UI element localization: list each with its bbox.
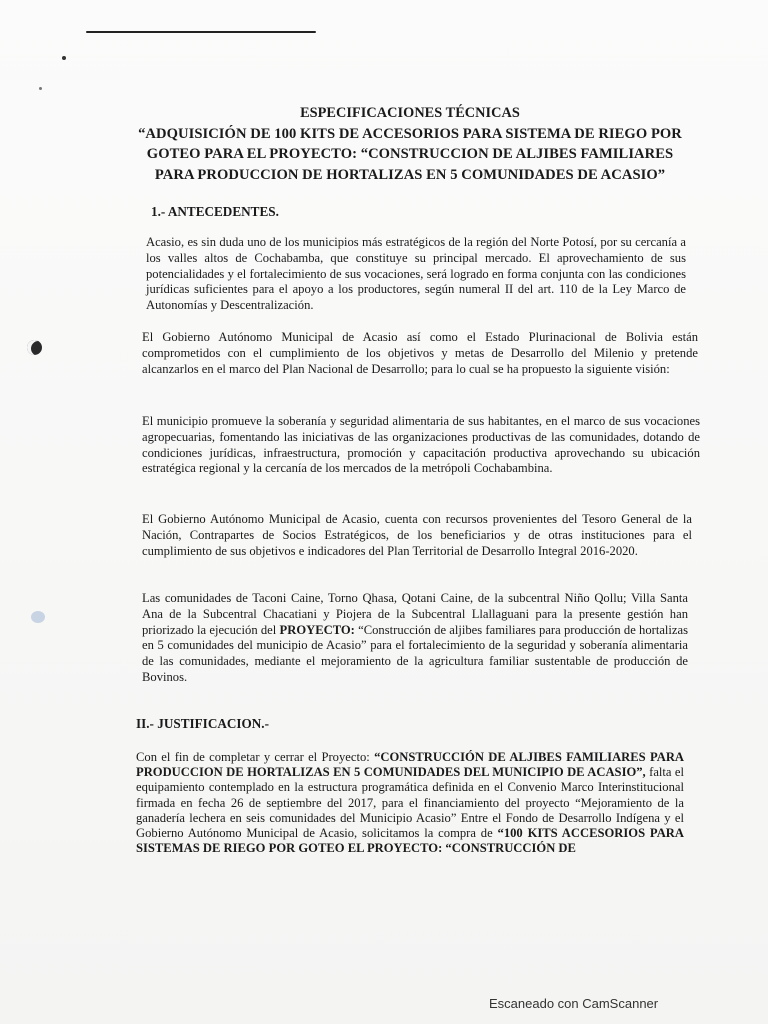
paragraph-4: El Gobierno Autónomo Municipal de Acasio, cuenta con recursos provenientes del Tesoro General de la Nación, Contrapartes de Socios Estratégicos, de los beneficiarios y de otras instituciones para el cumplimiento de sus objetivos e indicadores del Plan Territorial de Desarrollo Integral 2016-2020. — [142, 512, 692, 558]
paragraph-3: El municipio promueve la soberanía y seguridad alimentaria de sus habitantes, en el marco de sus vocaciones agropecuarias, fomentando las iniciativas de las organizaciones productivas de las comunidades, dotando de condiciones jurídicas, infraestructura, promoción y capacitación productiva aprovechando su ubicación estratégica regional y la cercanía de los mercados de la metrópoli Cochabambina. — [142, 414, 700, 476]
paragraph-5-part-b: PROYECTO: — [279, 622, 355, 637]
title-line-3: GOTEO PARA EL PROYECTO: “CONSTRUCCION DE ALJIBES FAMILIARES — [146, 146, 674, 162]
paragraph-6-part-b: “CONSTRUCCIÓN DE ALJIBES FAMILIARES PARA PRODUCCION DE HORTALIZAS EN 5 COMUNIDADES DEL MUNICIPIO DE ACASIO”, — [136, 750, 685, 780]
punch-hole-mark — [27, 340, 42, 355]
section-heading-justificacion: II.- JUSTIFICACION.- — [136, 716, 269, 731]
paragraph-5 — [142, 591, 688, 686]
paragraph-2: El Gobierno Autónomo Municipal de Acasio así como el Estado Plurinacional de Bolivia están comprometidos con el cumplimiento de los objetivos y metas de Desarrollo del Milenio y pretende alcanzarlos en el marco del Plan Nacional de Desarrollo; para lo cual se ha propuesto la siguiente visión: — [142, 330, 698, 376]
ink-speck — [62, 56, 66, 60]
paragraph-6-part-c: falta el equipamiento contemplado en la estructura programática definida en el Convenio Marco Interinstitucional firmada en fecha 26 de septiembre del 2017, para el financiamiento del proyecto “Mejoramiento de la ganadería lechera en seis comunidades del Municipio Acasio” Entre el Fondo de Desarrollo Indígena y el Gobierno Autónomo Municipal de Acasio, solicitamos la compra de — [136, 765, 685, 841]
punch-hole-mark — [31, 611, 45, 623]
paragraph-6-part-a: Con el fin de completar y cerrar el Proyecto: — [136, 750, 370, 764]
ink-speck — [39, 87, 42, 90]
scanner-watermark: Escaneado con CamScanner — [489, 996, 659, 1011]
title-line-4: PARA PRODUCCION DE HORTALIZAS EN 5 COMUNIDADES DE ACASIO” — [154, 166, 666, 183]
top-rule-line — [86, 31, 316, 33]
section-heading-antecedentes: 1.- ANTECEDENTES. — [151, 204, 279, 219]
paragraph-5-part-a: Las comunidades de Taconi Caine, Torno Qhasa, Qotani Caine, de la subcentral Niño Qollu; Villa Santa Ana de la Subcentral Chacatiani y Piojera de la Subcentral Llallaguani para la presente gestión han priorizado la ejecución del — [142, 591, 688, 637]
paragraph-5-part-c: “Construcción de aljibes familiares para producción de hortalizas en 5 comunidades del municipio de Acasio” para el fortalecimiento de la seguridad y soberanía alimentaria de las comunidades, mediante el mejoramiento de la agricultura familiar sustentable de producción de Bovinos. — [142, 622, 688, 684]
title-line-2: “ADQUISICIÓN DE 100 KITS DE ACCESORIOS PARA SISTEMA DE RIEGO POR — [138, 125, 682, 142]
title-line-1: ESPECIFICACIONES TÉCNICAS — [300, 105, 520, 121]
paragraph-1: Acasio, es sin duda uno de los municipios más estratégicos de la región del Norte Potosí, por su cercanía a los valles altos de Cochabamba, que constituye su principal mercado. El aprovechamiento de sus potencialidades y el fortalecimiento de sus vocaciones, será logrado en forma conjunta con las condiciones jurídicas suficientes para el apoyo a los productores, según numeral II del art. 110 de la Ley Marco de Autonomías y Descentralización. — [146, 235, 686, 313]
paragraph-6-part-d: “100 KITS ACCESORIOS PARA SISTEMAS DE RIEGO POR GOTEO EL PROYECTO: “CONSTRUCCIÓN DE — [136, 826, 684, 856]
paragraph-6 — [136, 750, 684, 856]
document-title — [100, 103, 720, 185]
